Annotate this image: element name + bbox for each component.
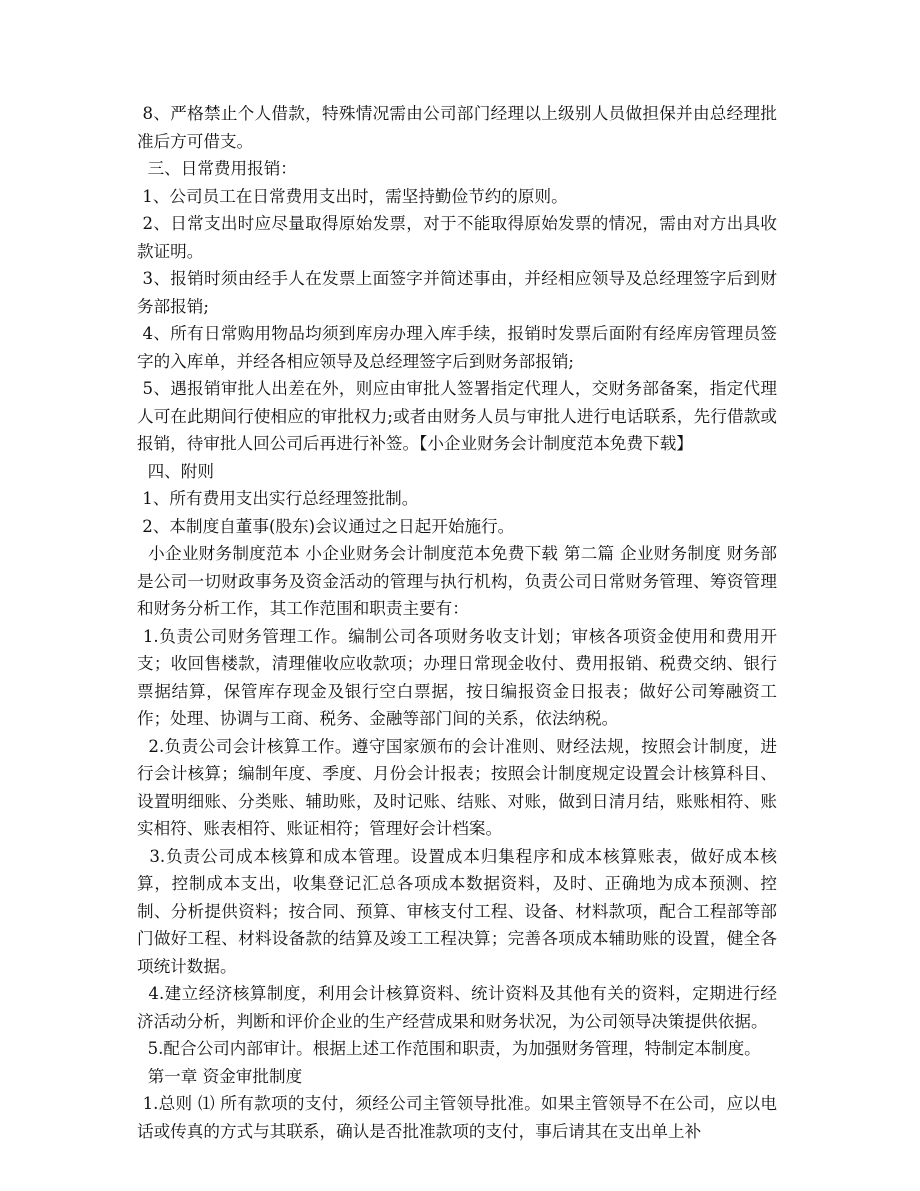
paragraph-duty-5: 5.配合公司内部审计。根据上述工作范围和职责，为加强财务管理，特制定本制度。	[137, 1039, 761, 1058]
paragraph-duty-2: 2.负责公司会计核算工作。遵守国家颁布的会计准则、财经法规，按照会计制度，进行会计核算；编制年度、季度、月份会计报表；按照会计制度规定设置会计核算科目、设置明细账、分类账、辅助账，及时记账、结账、对账，做到日清月结，账账相符、账实相符、账表相符、账证相符；管理好会计档案。	[137, 736, 777, 838]
chapter-heading-fund-approval: 第一章 资金审批制度	[137, 1066, 303, 1086]
paragraph-duty-3: 3.负责公司成本核算和成本管理。设置成本归集程序和成本核算账表，做好成本核算，控制成本支出，收集登记汇总各项成本数据资料，及时、正确地为成本预测、控制、分析提供资料；按合同、预算、审核支付工程、设备、材料款项，配合工程部等部门做好工程、材料设备款的结算及竣工工程决算；完善各项成本辅助账的设置，健全各项统计数据。	[137, 846, 777, 976]
paragraph-expense-rule-2: 2、日常支出时应尽量取得原始发票，对于不能取得原始发票的情况，需由对方出具收款证明。	[137, 214, 777, 261]
section-heading-appendix: 四、附则	[137, 461, 214, 481]
paragraph-general-rule: 1.总则 ⑴ 所有款项的支付，须经公司主管领导批准。如果主管领导不在公司，应以电话或传真的方式与其联系，确认是否批准款项的支付，事后请其在支出单上补	[137, 1094, 777, 1141]
paragraph-duty-4: 4.建立经济核算制度，利用会计核算资料、统计资料及其他有关的资料，定期进行经济活动分析，判断和评价企业的生产经营成果和财务状况，为公司领导决策提供依据。	[137, 984, 777, 1031]
paragraph-appendix-2: 2、本制度自董事(股东)会议通过之日起开始施行。	[137, 516, 515, 536]
document-page	[137, 100, 777, 1145]
paragraph-expense-rule-4: 4、所有日常购用物品均须到库房办理入库手续，报销时发票后面附有经库房管理员签字的入库单，并经各相应领导及总经理签字后到财务部报销;	[137, 324, 777, 371]
paragraph-appendix-1: 1、所有费用支出实行总经理签批制。	[137, 489, 419, 508]
paragraph-finance-dept-intro: 小企业财务制度范本 小企业财务会计制度范本免费下载 第二篇 企业财务制度 财务部是公司一切财政事务及资金活动的管理与执行机构，负责公司日常财务管理、筹资管理和财务分析工作，其工作范围和职责主要有：	[137, 544, 777, 618]
section-heading-daily-expenses: 三、日常费用报销：	[137, 159, 297, 178]
paragraph-expense-rule-1: 1、公司员工在日常费用支出时，需坚持勤俭节约的原则。	[137, 186, 568, 206]
paragraph-borrowing-rule: 8、严格禁止个人借款，特殊情况需由公司部门经理以上级别人员做担保并由总经理批准后方可借支。	[137, 104, 777, 151]
paragraph-duty-1: 1.负责公司财务管理工作。编制公司各项财务收支计划；审核各项资金使用和费用开支；收回售楼款，清理催收应收款项；办理日常现金收付、费用报销、税费交纳、银行票据结算，保管库存现金及银行空白票据，按日编报资金日报表；做好公司筹融资工作；处理、协调与工商、税务、金融等部门间的关系，依法纳税。	[137, 626, 777, 728]
paragraph-expense-rule-5: 5、遇报销审批人出差在外，则应由审批人签署指定代理人，交财务部备案，指定代理人可在此期间行使相应的审批权力;或者由财务人员与审批人进行电话联系，先行借款或报销，待审批人回公司后再进行补签。【小企业财务会计制度范本免费下载】	[137, 379, 777, 453]
paragraph-expense-rule-3: 3、报销时须由经手人在发票上面签字并简述事由，并经相应领导及总经理签字后到财务部报销;	[137, 269, 777, 316]
